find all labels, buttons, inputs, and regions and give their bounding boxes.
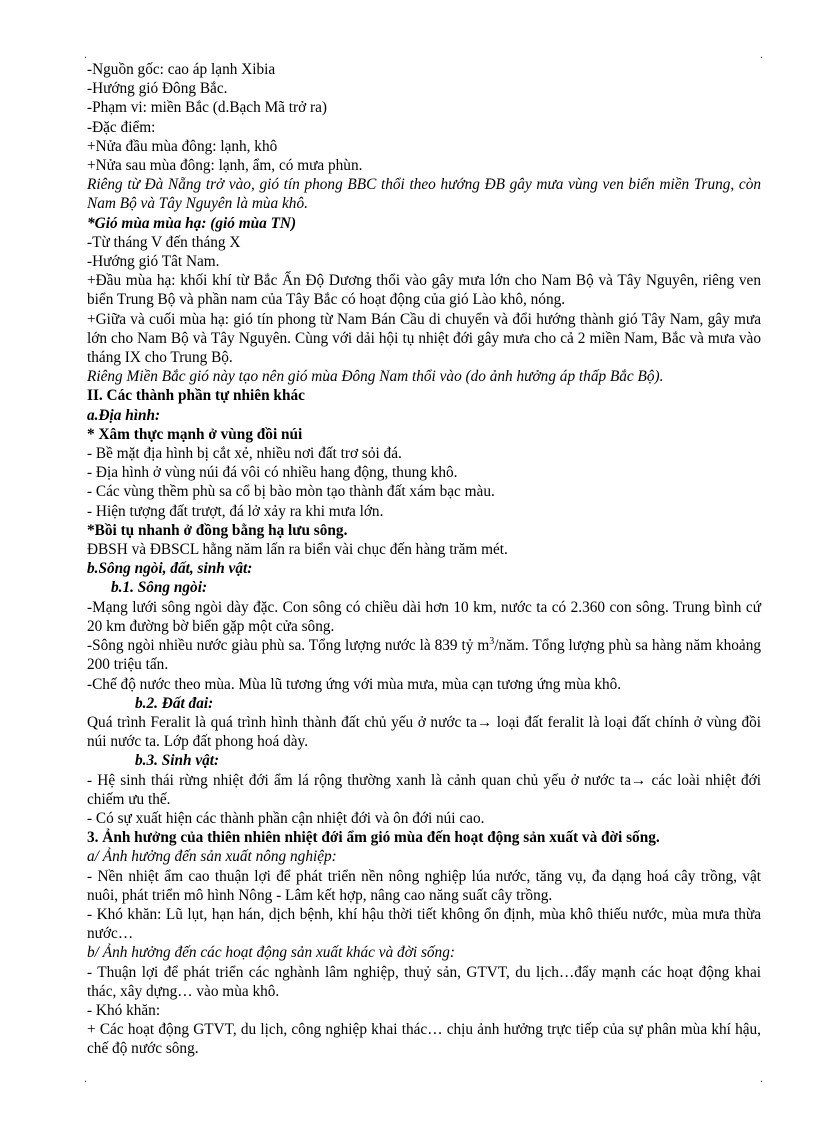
line-early-summer: +Đầu mùa hạ: khối khí từ Bắc Ấn Độ Dương thổi vào gây mưa lớn cho Nam Bộ và Tây Nguyên, riêng ven biển Trung Bộ và phần nam của Tây Bắc có hoạt động của gió Lào khô, nóng. xyxy=(87,272,761,309)
subheading-terrain: a.Địa hình: xyxy=(87,406,161,424)
heading-deposition: *Bồi tụ nhanh ở đồng bằng hạ lưu sông. xyxy=(87,521,348,539)
subheading-biota: b.3. Sinh vật: xyxy=(135,752,220,770)
line-ecosystem: - Hệ sinh thái rừng nhiệt đới ẩm lá rộng thường xanh là cảnh quan chủ yếu ở nước ta→ các loài nhiệt đới chiếm ưu thế. xyxy=(87,771,761,808)
line-terrain-3: - Các vùng thềm phù sa cổ bị bào mòn tạo thành đất xám bạc màu. xyxy=(87,483,495,501)
line-scope: -Phạm vi: miền Bắc (d.Bạch Mã trở ra) xyxy=(87,99,328,117)
section-heading-ii: II. Các thành phần tự nhiên khác xyxy=(87,387,305,405)
subheading-agriculture: a/ Ảnh hưởng đến sản xuất nông nghiệp: xyxy=(87,848,337,866)
line-river-regime: -Chế độ nước theo mùa. Mùa lũ tương ứng với mùa mưa, mùa cạn tương ứng mùa khô. xyxy=(87,675,622,693)
line-late-winter: +Nửa sau mùa đông: lạnh, ẩm, có mưa phùn. xyxy=(87,157,363,175)
corner-mark-top-left: . xyxy=(84,47,87,61)
river-water-text-b: /năm. Tổng lượng phù sa hàng năm khoảng 200 triệu tấn. xyxy=(87,637,761,674)
line-terrain-1: - Bề mặt địa hình bị cắt xẻ, nhiều nơi đất trơ sỏi đá. xyxy=(87,445,402,463)
subheading-other-activities: b/ Ảnh hưởng đến các hoạt động sản xuất khác và đời sống: xyxy=(87,944,455,962)
line-deltas: ĐBSH và ĐBSCL hằng năm lấn ra biển vài chục đến hàng trăm mét. xyxy=(87,541,508,559)
line-features: -Đặc điểm: xyxy=(87,118,156,136)
line-early-winter: +Nửa đầu mùa đông: lạnh, khô xyxy=(87,137,278,155)
line-summer-period: -Từ tháng V đến tháng X xyxy=(87,233,241,251)
river-water-text-a: -Sông ngòi nhiều nước giàu phù sa. Tổng lượng nước là 839 tỷ m xyxy=(87,637,490,655)
line-mid-late-summer: +Giữa và cuối mùa hạ: gió tín phong từ Nam Bán Cầu di chuyển và đổi hướng thành gió Tây Nam, gây mưa lớn cho Nam Bộ và Tây Nguyên. Cùng với dải hội tụ nhiệt đới gây mưa cho cả 2 miền Nam, Bắc và mưa vào tháng IX cho Trung Bộ. xyxy=(87,310,761,367)
note-north-region: Riêng Miền Bắc gió này tạo nên gió mùa Đông Nam thổi vào (do ảnh hưởng áp thấp Bắc Bộ). xyxy=(87,368,664,386)
subheading-rivers-soil-biota: b.Sông ngòi, đất, sinh vật: xyxy=(87,560,253,578)
document-page xyxy=(87,60,761,1059)
corner-mark-bottom-left: . xyxy=(84,1071,87,1085)
line-terrain-4: - Hiện tượng đất trượt, đá lở xảy ra khi mưa lớn. xyxy=(87,502,384,520)
line-river-network: -Mạng lưới sông ngòi dày đặc. Con sông có chiều dài hơn 10 km, nước ta có 2.360 con sông. Trung bình cứ 20 km đường bờ biển gặp một cửa sông. xyxy=(87,598,761,635)
superscript-3: 3 xyxy=(489,636,495,647)
line-terrain-2: - Địa hình ở vùng núi đá vôi có nhiều hang động, thung khô. xyxy=(87,464,458,482)
subheading-rivers: b.1. Sông ngòi: xyxy=(111,579,208,597)
line-other-advantage: - Thuận lợi để phát triển các nghành lâm nghiệp, thuỷ sản, GTVT, du lịch…đẩy mạnh các hoạt động khai thác, xây dựng… vào mùa khô. xyxy=(87,963,761,1000)
line-agri-difficulty: - Khó khăn: Lũ lụt, hạn hán, dịch bệnh, khí hậu thời tiết không ổn định, mùa khô thiếu nước, mùa mưa thừa nước… xyxy=(87,905,761,943)
line-feralit: Quá trình Feralit là quá trình hình thành đất chủ yếu ở nước ta→ loại đất feralit là loại đất chính ở vùng đồi núi nước ta. Lớp đất phong hoá dày. xyxy=(87,713,761,751)
line-summer-direction: -Hướng gió Tât Nam. xyxy=(87,253,220,271)
corner-mark-top-right: . xyxy=(760,47,763,61)
line-origin: -Nguồn gốc: cao áp lạnh Xibia xyxy=(87,61,276,78)
line-agri-advantage: - Nền nhiệt ẩm cao thuận lợi để phát triển nền nông nghiệp lúa nước, tăng vụ, đa dạng hoá cây trồng, vật nuôi, phát triển mô hình Nông - Lâm kết hợp, nâng cao năng suất cây trồng. xyxy=(87,867,761,904)
heading-summer-monsoon: *Gió mùa mùa hạ: (gió mùa TN) xyxy=(87,214,297,232)
corner-mark-bottom-right: . xyxy=(760,1071,763,1085)
line-difficulty-label: - Khó khăn: xyxy=(87,1001,161,1019)
line-subtropical: - Có sự xuất hiện các thành phần cận nhiệt đới và ôn đới núi cao. xyxy=(87,809,485,827)
heading-erosion: * Xâm thực mạnh ở vùng đồi núi xyxy=(87,425,303,443)
section-heading-3: 3. Ảnh hưởng của thiên nhiên nhiệt đới ẩm gió mùa đến hoạt động sản xuất và đời sống. xyxy=(87,829,660,847)
note-da-nang-south: Riêng từ Đà Nẵng trở vào, gió tín phong BBC thổi theo hướng ĐB gây mưa vùng ven biển miền Trung, còn Nam Bộ và Tây Nguyên là mùa khô. xyxy=(87,176,761,213)
line-wind-direction: -Hướng gió Đông Bắc. xyxy=(87,80,228,98)
line-river-water xyxy=(87,636,761,674)
line-other-difficulty: + Các hoạt động GTVT, du lịch, công nghiệp khai thác… chịu ảnh hưởng trực tiếp của sự phân mùa khí hậu, chế độ nước sông. xyxy=(87,1021,761,1058)
subheading-soil: b.2. Đất đai: xyxy=(135,694,214,712)
